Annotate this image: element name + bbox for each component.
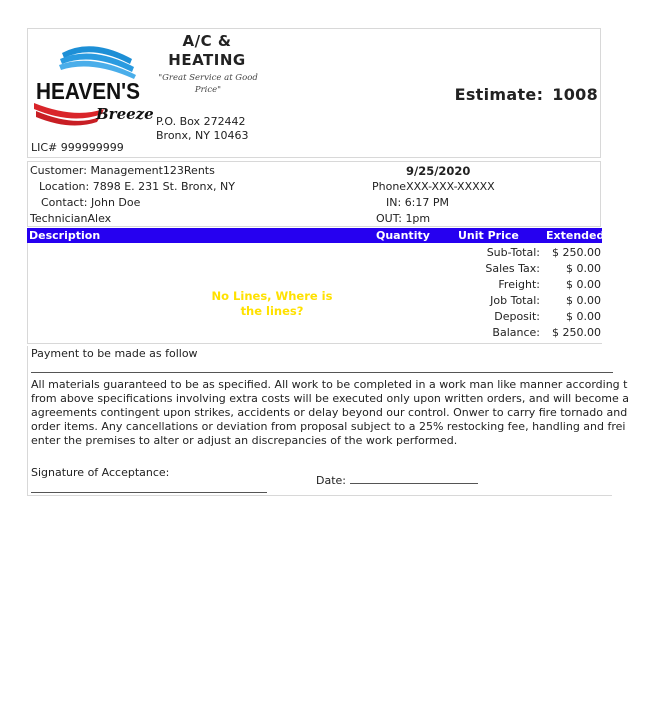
address-line2: Bronx, NY 10463 [156, 129, 249, 142]
total-value: $ 0.00 [566, 310, 601, 323]
contact-row [41, 196, 140, 210]
customer-value: Management123Rents [90, 164, 215, 177]
address-line1: P.O. Box 272442 [156, 115, 246, 128]
total-row [403, 245, 603, 261]
time-in-value: 6:17 PM [404, 196, 450, 209]
terms-line: enter the premises to alter or adjust an discrepancies of the work performed. [31, 434, 458, 447]
technician-row [30, 212, 111, 226]
terms-line: agreements contingent upon strikes, accidents or delay beyond our control. Onwer to carry fire tornado and [31, 406, 628, 419]
estimate-heading [455, 85, 598, 104]
total-value: $ 0.00 [566, 278, 601, 291]
location-label: Location: [39, 180, 90, 193]
col-description: Description [29, 229, 101, 242]
location-row [39, 180, 235, 194]
total-row [403, 277, 603, 293]
company-tagline [158, 72, 258, 96]
total-label: Job Total: [490, 294, 540, 307]
location-value: 7898 E. 231 St. Bronx, NY [92, 180, 235, 193]
line-items-header [27, 228, 605, 243]
total-label: Sales Tax: [485, 262, 540, 275]
date-label: Date: [316, 474, 346, 487]
signature-field[interactable] [31, 492, 267, 493]
logo-text-sub: Breeze [96, 105, 154, 123]
col-unit-price: Unit Price [458, 229, 519, 242]
line-items-area [27, 243, 602, 344]
time-out-value: 1pm [405, 212, 431, 225]
totals-block [28, 245, 603, 341]
company-title [162, 32, 252, 70]
company-logo [34, 39, 154, 129]
estimate-label: Estimate: [454, 85, 544, 104]
total-value: $ 0.00 [566, 262, 601, 275]
terms-line: from above specifications involving extra costs will be executed only upon written orders, and will become a [31, 392, 629, 405]
job-info [27, 161, 601, 227]
time-out-label: OUT: [376, 212, 402, 225]
estimate-number: 1008 [552, 85, 598, 104]
total-value: $ 250.00 [552, 246, 601, 259]
logo-text-main: HEAVEN'S [36, 78, 140, 104]
customer-row [30, 164, 215, 178]
company-title-line1: A/C & [182, 32, 232, 50]
time-out-row [376, 212, 430, 226]
tagline-line2: Price" [194, 85, 222, 95]
payment-terms-line [31, 372, 613, 373]
total-label: Sub-Total: [486, 246, 540, 259]
terms-paragraph [31, 378, 651, 448]
phone-value: XXX-XXX-XXXXX [406, 180, 495, 193]
technician-label: Technician [30, 212, 88, 225]
estimate-date: 9/25/2020 [406, 164, 471, 178]
terms-line: All materials guaranteed to be as specified. All work to be completed in a work man like manner according t [31, 378, 628, 391]
total-row [403, 309, 603, 325]
contact-value: John Doe [91, 196, 141, 209]
total-label: Freight: [498, 278, 540, 291]
phone-label: Phone [372, 180, 407, 193]
tagline-line1: "Great Service at Good [158, 73, 258, 83]
total-label: Balance: [492, 326, 540, 339]
company-title-line2: HEATING [168, 51, 246, 69]
date-field[interactable] [350, 473, 478, 484]
col-quantity: Quantity [376, 229, 430, 242]
estimate-document [27, 28, 629, 496]
time-in-label: IN: [386, 196, 402, 209]
total-row [403, 261, 603, 277]
terms-line: order items. Any cancellations or deviation from proposal subject to a 25% restocking fee, handling and frei [31, 420, 626, 433]
acceptance-date [316, 473, 478, 487]
customer-label: Customer: [30, 164, 87, 177]
total-row [403, 325, 603, 341]
document-header [27, 28, 601, 158]
total-row [403, 293, 603, 309]
time-in-row [386, 196, 449, 210]
terms-section [27, 346, 629, 496]
total-value: $ 250.00 [552, 326, 601, 339]
license-number: LIC# 999999999 [31, 141, 124, 154]
company-address [156, 115, 248, 143]
empty-lines-message: No Lines, Where is the lines? [211, 289, 333, 318]
col-extended: Extended [546, 229, 605, 242]
payment-terms: Payment to be made as follow [31, 347, 198, 360]
technician-value: Alex [87, 212, 112, 225]
total-label: Deposit: [494, 310, 540, 323]
contact-label: Contact: [41, 196, 88, 209]
phone-row [372, 180, 495, 194]
total-value: $ 0.00 [566, 294, 601, 307]
signature-label: Signature of Acceptance: [31, 466, 170, 479]
